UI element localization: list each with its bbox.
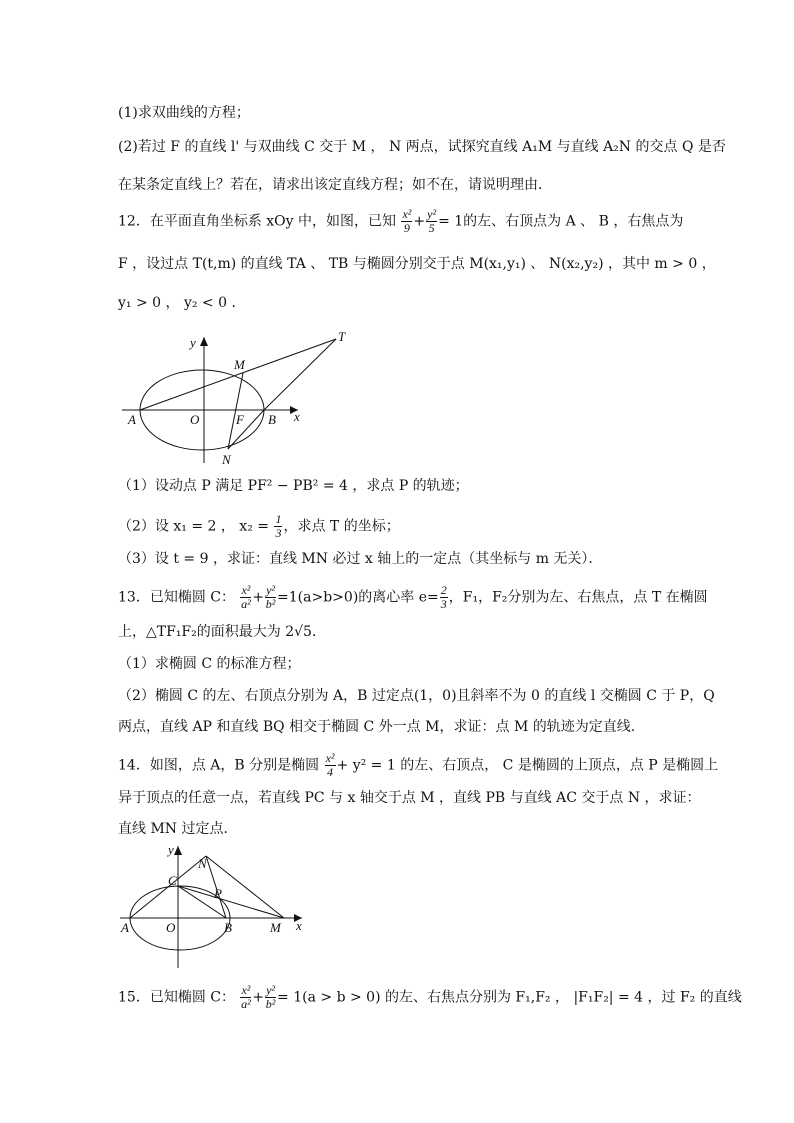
text-line: F ，设过点 T(t,m) 的直线 TA 、 TB 与椭圆分别交于点 M(x₁,y₁) 、 N(x₂,y₂) ，其中 m > 0 ， [118,256,716,272]
text-line: 异于顶点的任意一点，若直线 PC 与 x 轴交于点 M ，直线 PB 与直线 AC 交于点 N ，求证： [118,790,701,806]
numerator: 1 [275,512,282,526]
text-segment: 12．在平面直角坐标系 xOy 中，如图，已知 [118,213,396,230]
denominator: a² [241,597,251,611]
text-line: 上，△TF₁F₂的面积最大为 2√5． [118,624,326,640]
text-segment: = 1(a > b > 0) 的左、右焦点分别为 F₁,F₂ ， |F₁F₂| = 4 ，过 F₂ 的直线 [277,989,742,1006]
fraction [265,984,276,1011]
numerator: y² [266,983,276,997]
text-line: （1）求椭圆 C 的标准方程； [118,656,301,672]
text-line: 在某条定直线上？若在，请求出该定直线方程；如不在，请说明理由． [118,177,552,193]
text-line: （1）设动点 P 满足 PF² − PB² = 4 ，求点 P 的轨迹； [118,478,469,494]
line-MN [228,373,243,449]
numerator: y² [427,207,437,221]
text-line: 直线 MN 过定点． [118,821,238,837]
label-y: y [190,335,196,350]
fraction [240,984,251,1011]
text-segment: + y² = 1 的左、右顶点， C 是椭圆的上顶点，点 P 是椭圆上 [336,757,719,774]
label-T: T [338,329,346,344]
label-M: M [270,920,281,935]
text-segment: 14．如图，点 A，B 分别是椭圆 [118,757,320,774]
text-segment: （2）设 x₁ = 2 ， x₂ = [118,518,269,535]
label-x: x [296,918,302,933]
denominator: a² [241,997,251,1011]
fraction [401,208,412,235]
fraction [426,208,437,235]
label-P: P [214,886,222,901]
text-segment: 的左、右顶点为 A 、 B ，右焦点为 [463,213,684,230]
problem-12-line: 12．在平面直角坐标系 xOy 中，如图，已知 $\frac{\text{x²}}{9}$ + $\frac{\text{y²}}{5}$ = 1的左、右顶点为 A 、 B ，右焦点为 [118,207,684,235]
text-line: (2)若过 F 的直线 l' 与双曲线 C 交于 M ， N 两点，试探究直线 A₁M 与直线 A₂N 的交点 Q 是否 [118,139,726,155]
ellipse-figure-2 [118,840,318,972]
problem-14-line [118,752,718,779]
label-O: O [166,920,176,935]
denominator: b² [265,997,276,1011]
numerator: x² [241,983,251,997]
text-line: （2）椭圆 C 的左、右顶点分别为 A，B 过定点(1，0)且斜率不为 0 的直线 l 交椭圆 C 于 P，Q [118,688,715,704]
fraction [265,584,276,611]
ellipse-figure-1 [118,325,358,465]
label-y: y [168,842,174,857]
label-O: O [190,412,200,427]
denominator: 4 [327,765,334,779]
label-F: F [236,412,244,427]
y-axis-arrow-icon [200,337,208,346]
numerator: 2 [440,583,447,597]
numerator: x² [241,583,251,597]
label-N: N [198,856,207,871]
text-line: （3）设 t = 9 ，求证：直线 MN 必过 x 轴上的一定点（其坐标与 m 无关）． [118,551,603,567]
numerator: y² [266,583,276,597]
line-BN [228,410,264,449]
denominator: 3 [275,526,282,540]
denominator: 9 [403,221,410,235]
denominator: 5 [428,221,435,235]
line-BT [264,339,336,410]
fraction [240,584,251,611]
text-segment: ，F₁，F₂分别为左、右焦点，点 T 在椭圆 [448,589,708,606]
text-segment: ，求点 T 的坐标； [283,518,400,535]
text-line: 两点，直线 AP 和直线 BQ 相交于椭圆 C 外一点 M，求证：点 M 的轨迹为定直线. [118,719,636,735]
label-A: A [128,412,136,427]
label-M: M [234,357,245,372]
fraction [274,513,282,540]
problem-13-line: 13．已知椭圆 C： $\frac{\text{x²}}{\text{a²}}$ + $\frac{\text{y²}}{\text{b²}}$ =1(a>b>0)的离心率 e= $\frac{2}{3}$ ，F₁，F₂分别为左、右焦点，点 T 在椭圆 [118,583,708,611]
label-N: N [222,452,231,465]
problem-12-part-2 [118,513,400,540]
text-segment: =1(a>b>0)的离心率 e= [277,589,439,606]
label-C: C [168,873,177,888]
line-CM [178,886,284,918]
text-segment: 15．已知椭圆 C： [118,989,235,1006]
numerator: x² [325,751,335,765]
text-line: y₁ > 0 ， y₂ < 0 ． [118,295,246,311]
fraction [440,584,448,611]
label-B: B [268,412,276,427]
text-segment: 13．已知椭圆 C： [118,589,235,606]
label-A: A [121,920,129,935]
denominator: b² [265,597,276,611]
y-axis-arrow-icon [174,846,182,855]
numerator: x² [402,207,412,221]
text-line: (1)求双曲线的方程； [118,105,250,121]
label-B: B [224,920,232,935]
label-x: x [294,409,300,424]
problem-15-line: 15．已知椭圆 C： $\frac{\text{x²}}{\text{a²}}$ + $\frac{\text{y²}}{\text{b²}}$ = 1(a > b > 0) 的左、右焦点分别为 F₁,F₂ ， |F₁F₂| = 4 ，过 F₂ 的直线 [118,983,742,1011]
fraction [325,752,336,779]
denominator: 3 [440,597,447,611]
